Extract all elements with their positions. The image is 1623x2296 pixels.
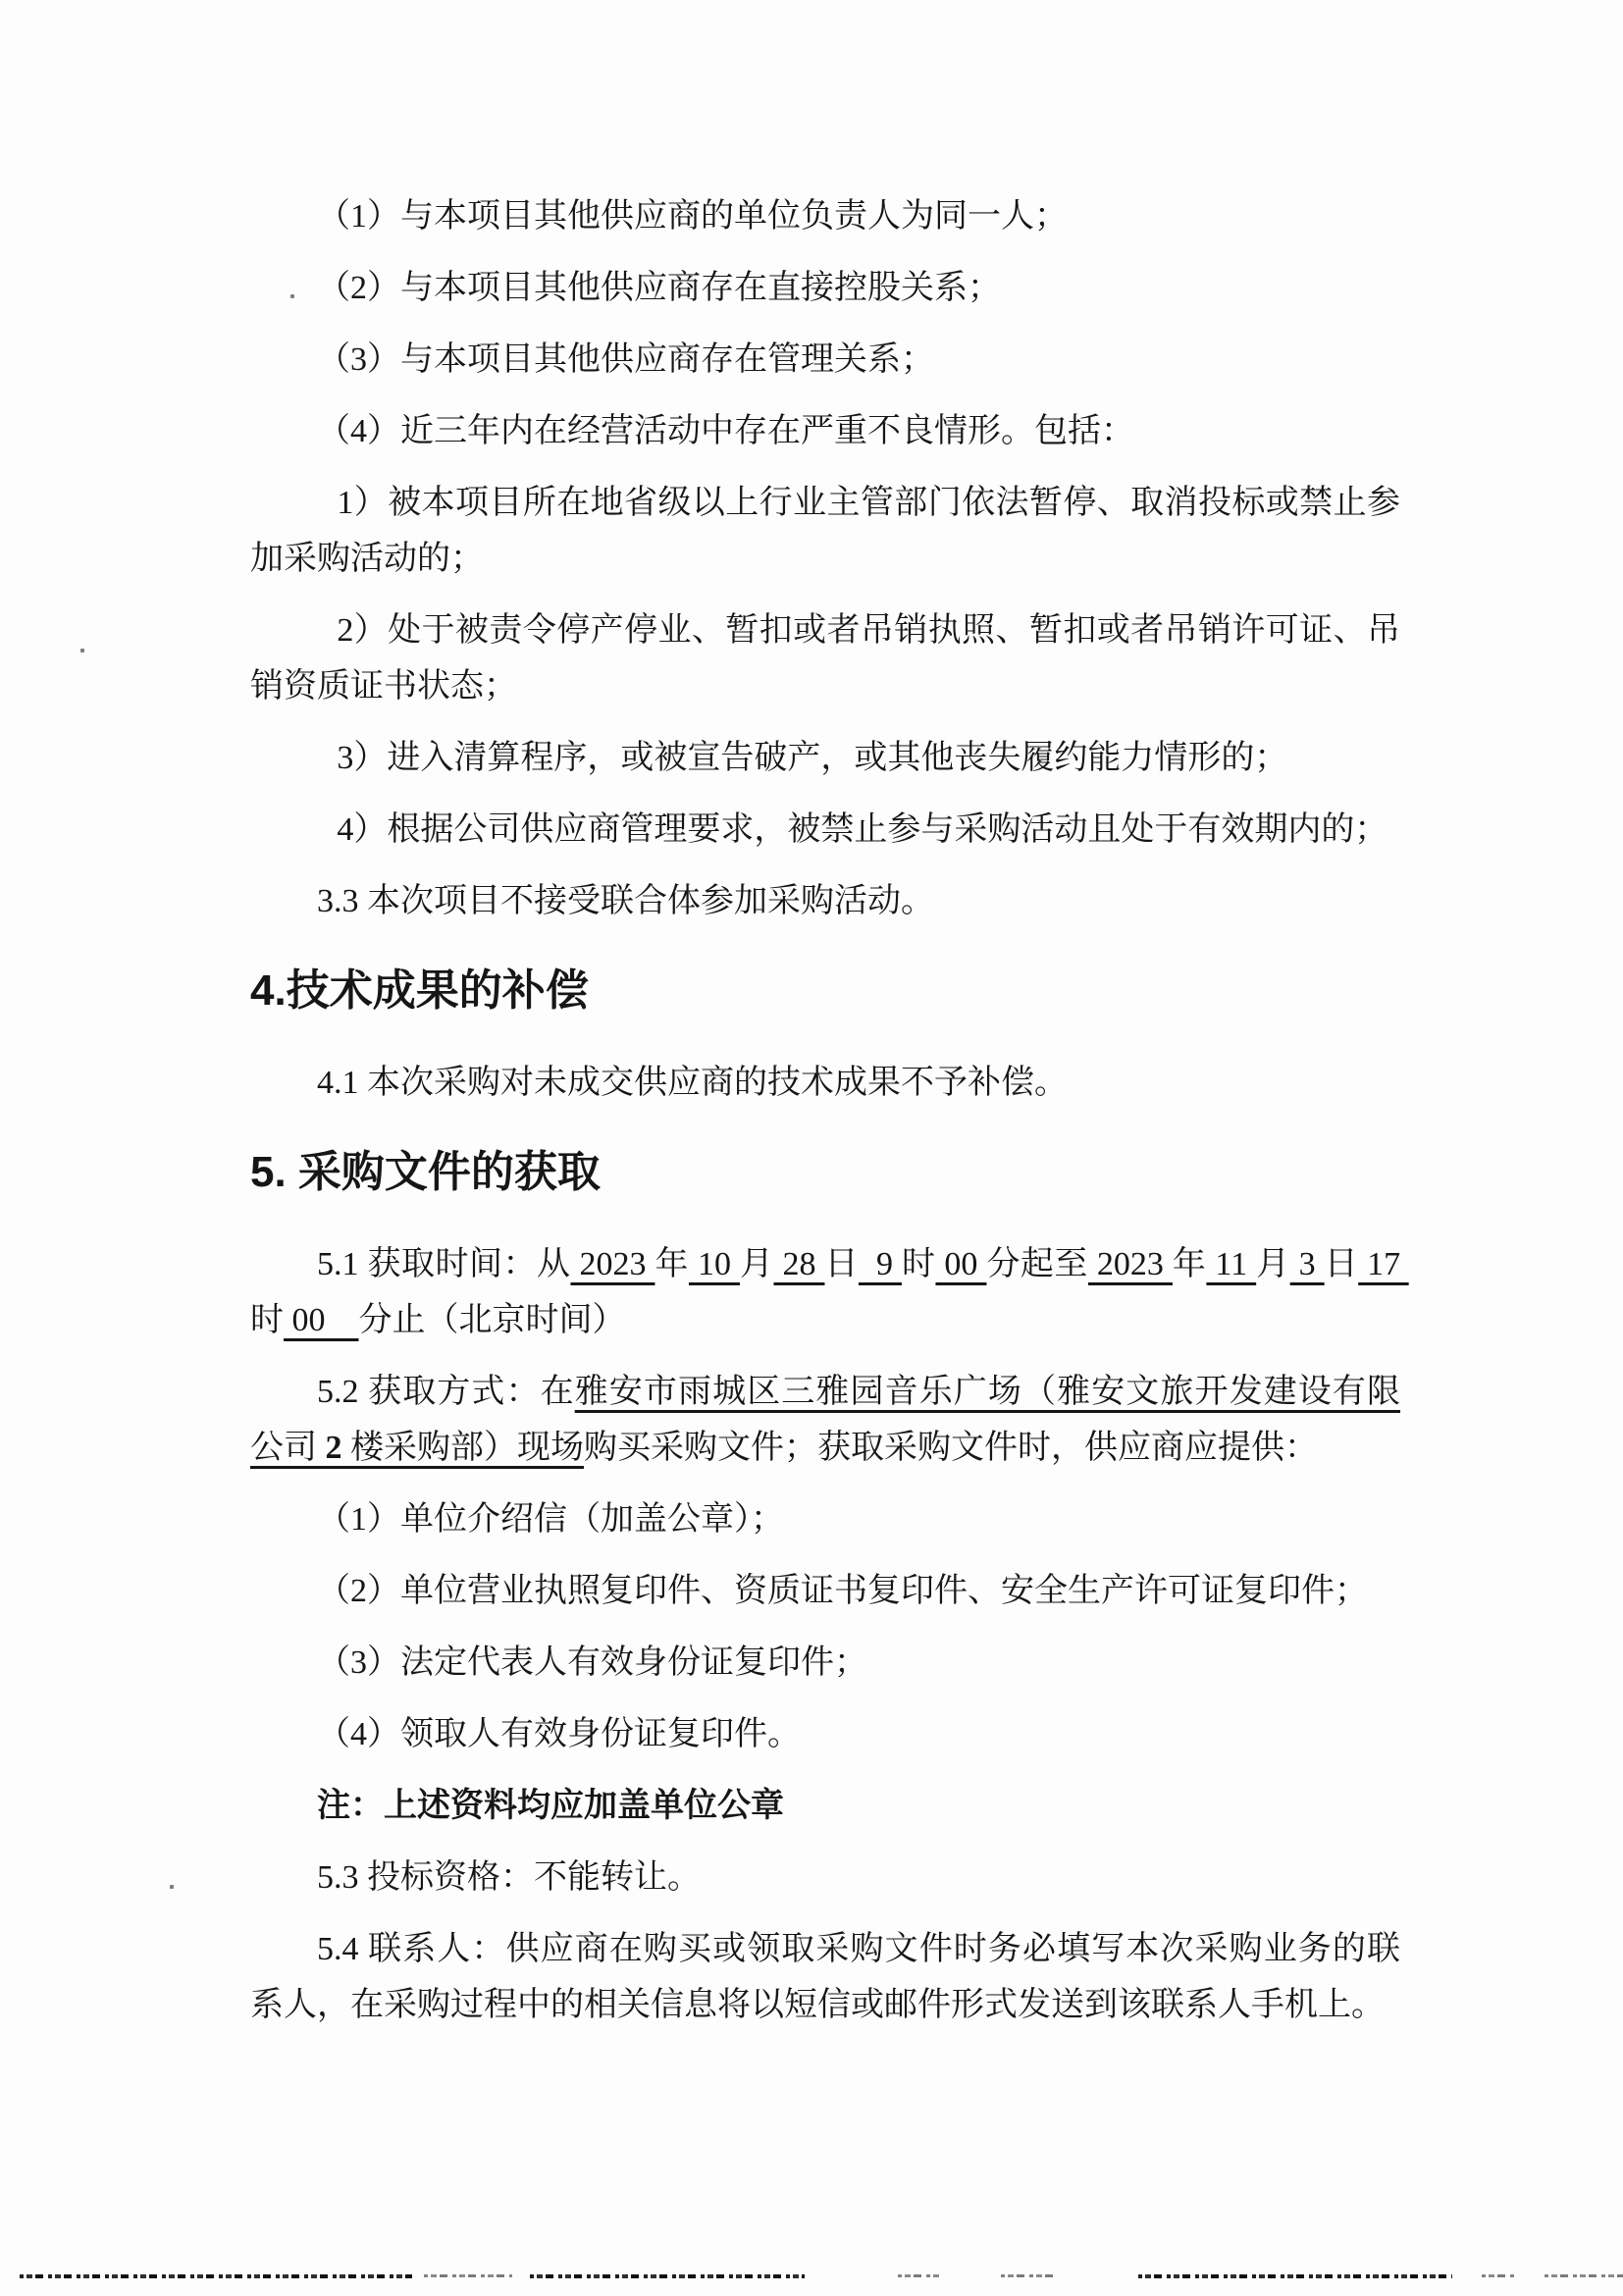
paragraph bbox=[250, 1563, 1400, 1619]
text-run: 5.3 投标资格：不能转让。 bbox=[317, 1859, 701, 1896]
paragraph bbox=[250, 1491, 1400, 1547]
scan-noise-line bbox=[424, 2274, 512, 2277]
scan-noise-line bbox=[1482, 2274, 1516, 2277]
underlined-blank: 11 bbox=[1206, 1246, 1257, 1282]
underlined-blank: 28 bbox=[773, 1246, 825, 1282]
paragraph bbox=[250, 1706, 1400, 1762]
text-run: 月 bbox=[1256, 1246, 1290, 1282]
text-run: 月 bbox=[739, 1246, 774, 1282]
text-run: 5.4 联系人：供应商在购买或领取采购文件时务必填写本次采购业务的联系人，在采购过程中的相关信息将以短信或邮件形式发送到该联系人手机上。 bbox=[250, 1931, 1400, 2023]
text-run: 4.技术成果的补偿 bbox=[250, 966, 589, 1015]
scan-noise-line bbox=[530, 2274, 805, 2278]
scan-noise-line bbox=[1138, 2274, 1452, 2278]
text-run: 5.1 获取时间：从 bbox=[317, 1246, 571, 1282]
paragraph bbox=[250, 802, 1400, 858]
text-run: 年 bbox=[654, 1246, 689, 1282]
paragraph bbox=[250, 1850, 1400, 1905]
paragraph bbox=[250, 730, 1400, 786]
text-run: 2）处于被责令停产停业、暂扣或者吊销执照、暂扣或者吊销许可证、吊销资质证书状态； bbox=[250, 612, 1400, 704]
text-run: 注：上述资料均应加盖单位公章 bbox=[317, 1788, 784, 1824]
text-run: 年 bbox=[1172, 1246, 1207, 1282]
section-heading bbox=[250, 961, 1400, 1021]
scan-noise-line bbox=[1001, 2274, 1055, 2277]
underlined-blank: 2023 bbox=[1087, 1246, 1173, 1282]
underlined-blank: 9 bbox=[858, 1246, 902, 1282]
document-content bbox=[250, 188, 1409, 2033]
text-run: （3）法定代表人有效身份证复印件； bbox=[317, 1644, 867, 1681]
paragraph bbox=[250, 188, 1400, 244]
paragraph bbox=[250, 1236, 1409, 1348]
underlined-blank: 00 bbox=[284, 1302, 359, 1338]
text-run: （2）单位营业执照复印件、资质证书复印件、安全生产许可证复印件； bbox=[317, 1573, 1368, 1609]
paragraph bbox=[250, 403, 1400, 459]
text-run: 1）被本项目所在地省级以上行业主管部门依法暂停、取消投标或禁止参加采购活动的； bbox=[250, 485, 1400, 577]
paragraph bbox=[250, 332, 1400, 388]
paragraph bbox=[250, 1635, 1400, 1691]
text-run: 时 bbox=[250, 1302, 284, 1338]
paragraph bbox=[250, 1055, 1400, 1111]
underlined-blank: 2 bbox=[325, 1430, 342, 1466]
text-run: （4）领取人有效身份证复印件。 bbox=[317, 1716, 801, 1752]
text-run: （2）与本项目其他供应商存在直接控股关系； bbox=[317, 270, 1001, 306]
text-run: （3）与本项目其他供应商存在管理关系； bbox=[317, 341, 934, 378]
paragraph bbox=[250, 1364, 1400, 1476]
section-heading bbox=[250, 1142, 1400, 1203]
underlined-blank: 00 bbox=[935, 1246, 987, 1282]
text-run: 5. 采购文件的获取 bbox=[250, 1148, 601, 1196]
text-run: 日 bbox=[1324, 1246, 1359, 1282]
text-run: 日 bbox=[824, 1246, 859, 1282]
paragraph bbox=[250, 260, 1400, 316]
paragraph bbox=[250, 1921, 1400, 2033]
underlined-blank: 17 bbox=[1358, 1246, 1409, 1282]
ink-speck bbox=[290, 294, 294, 298]
paragraph bbox=[250, 602, 1400, 714]
text-run: 购买采购文件；获取采购文件时，供应商应提供： bbox=[584, 1430, 1318, 1466]
text-run: 时 bbox=[901, 1246, 936, 1282]
text-run: 4）根据公司供应商管理要求，被禁止参与采购活动且处于有效期内的； bbox=[337, 811, 1388, 848]
text-run: 5.2 获取方式：在 bbox=[317, 1374, 575, 1410]
underlined-blank: 雅安市雨城区三雅园音乐广场（雅安文旅开发建设有限公司 bbox=[250, 1374, 1401, 1466]
text-run: 分止（北京时间） bbox=[358, 1302, 626, 1338]
text-run: （1）与本项目其他供应商的单位负责人为同一人； bbox=[317, 198, 1068, 235]
underlined-blank: 楼采购部）现场 bbox=[341, 1430, 584, 1466]
scan-noise-line bbox=[20, 2274, 412, 2278]
underlined-blank: 3 bbox=[1289, 1246, 1325, 1282]
text-run: 3.3 本次项目不接受联合体参加采购活动。 bbox=[317, 883, 934, 919]
ink-speck bbox=[170, 1885, 174, 1889]
text-run: （4）近三年内在经营活动中存在严重不良情形。包括： bbox=[317, 413, 1134, 449]
scan-noise-line bbox=[898, 2274, 942, 2277]
text-run: （1）单位介绍信（加盖公章）； bbox=[317, 1501, 784, 1538]
text-run: 分起至 bbox=[986, 1246, 1088, 1282]
scan-noise-line bbox=[1544, 2274, 1623, 2277]
paragraph bbox=[250, 873, 1400, 929]
ink-speck bbox=[80, 649, 84, 652]
text-run: 4.1 本次采购对未成交供应商的技术成果不予补偿。 bbox=[317, 1065, 1068, 1101]
text-run: 3）进入清算程序，或被宣告破产，或其他丧失履约能力情形的； bbox=[337, 740, 1288, 776]
underlined-blank: 2023 bbox=[570, 1246, 655, 1282]
paragraph bbox=[250, 475, 1400, 587]
underlined-blank: 10 bbox=[688, 1246, 740, 1282]
paragraph bbox=[250, 1778, 1400, 1834]
